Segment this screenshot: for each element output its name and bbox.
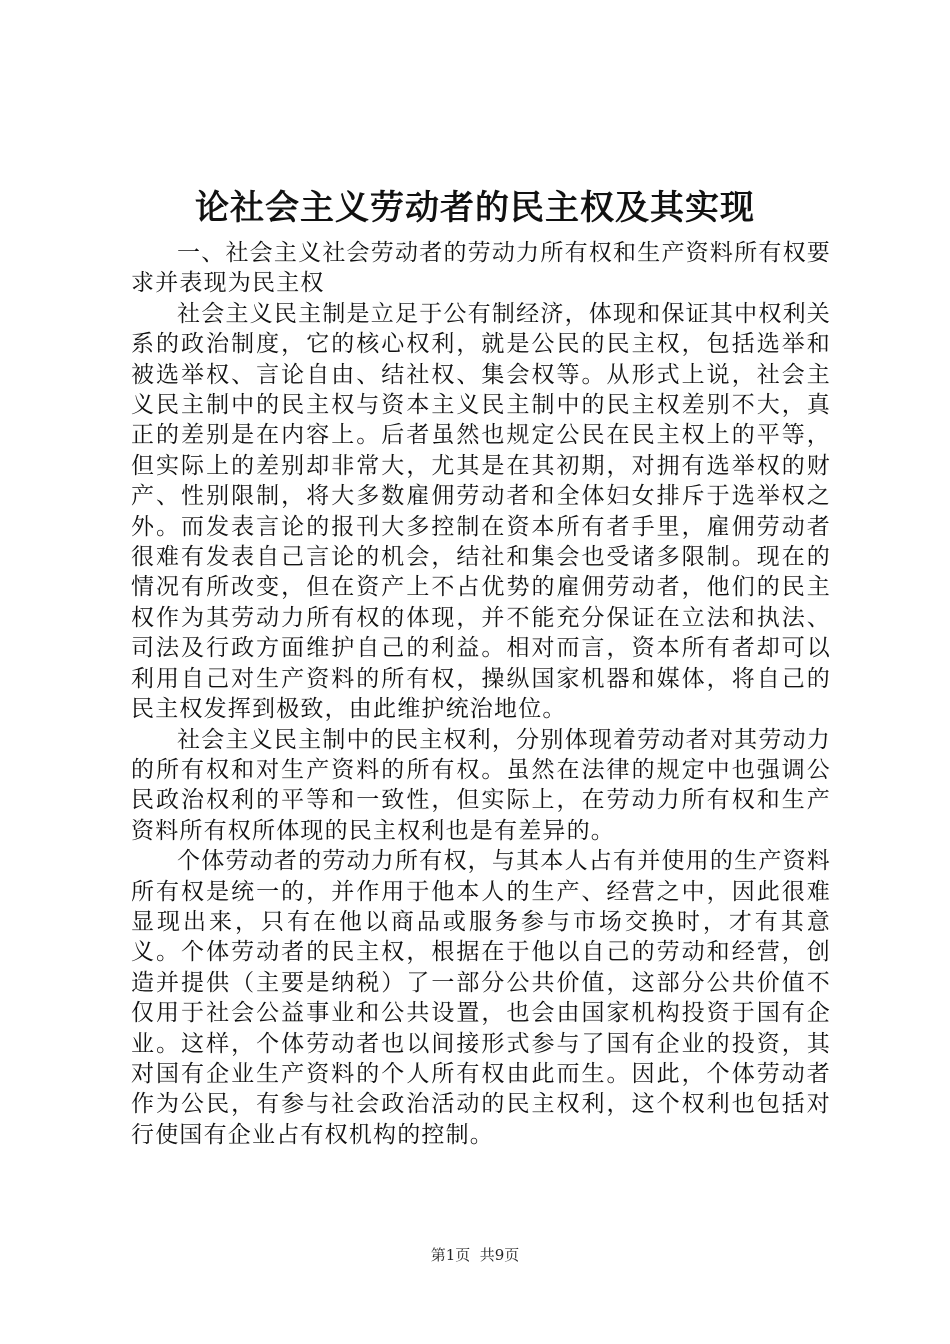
page-footer (0, 1245, 950, 1265)
page-number: 第1页 共9页 (430, 1246, 520, 1264)
document-title: 论社会主义劳动者的民主权及其实现 (195, 188, 755, 228)
body-paragraph: 社会主义民主制是立足于公有制经济，体现和保证其中权利关系的政治制度，它的核心权利，就是公民的民主权，包括选举和被选举权、言论自由、结社权、集会权等。从形式上说，社会主义民主制中的民主权与资本主义民主制中的民主权差别不大，真正的差别是在内容上。后者虽然也规定公民在民主权上的平等，但实际上的差别却非常大，尤其是在其初期，对拥有选举权的财产、性别限制，将大多数雇佣劳动者和全体妇女排斥于选举权之外。而发表言论的报刊大多控制在资本所有者手里，雇佣劳动者很难有发表自己言论的机会，结社和集会也受诸多限制。现在的情况有所改变，但在资产上不占优势的雇佣劳动者，他们的民主权作为其劳动力所有权的体现，并不能充分保证在立法和执法、司法及行政方面维护自己的利益。相对而言，资本所有者却可以利用自己对生产资料的所有权，操纵国家机器和媒体，将自己的民主权发挥到极致，由此维护统治地位。 (131, 300, 831, 723)
document-body (131, 238, 831, 1150)
body-paragraph: 个体劳动者的劳动力所有权，与其本人占有并使用的生产资料所有权是统一的，并作用于他本人的生产、经营之中，因此很难显现出来，只有在他以商品或服务参与市场交换时，才有其意义。个体劳动者的民主权，根据在于他以自己的劳动和经营，创造并提供（主要是纳税）了一部分公共价值，这部分公共价值不仅用于社会公益事业和公共设置，也会由国家机构投资于国有企业。这样，个体劳动者也以间接形式参与了国有企业的投资，其对国有企业生产资料的个人所有权由此而生。因此，个体劳动者作为公民，有参与社会政治活动的民主权利，这个权利也包括对行使国有企业占有权机构的控制。 (131, 848, 831, 1148)
body-paragraph: 社会主义民主制中的民主权利，分别体现着劳动者对其劳动力的所有权和对生产资料的所有权。虽然在法律的规定中也强调公民政治权利的平等和一致性，但实际上，在劳动力所有权和生产资料所有权所体现的民主权利也是有差异的。 (131, 726, 831, 844)
section-heading-paragraph: 一、社会主义社会劳动者的劳动力所有权和生产资料所有权要求并表现为民主权 (131, 240, 831, 297)
